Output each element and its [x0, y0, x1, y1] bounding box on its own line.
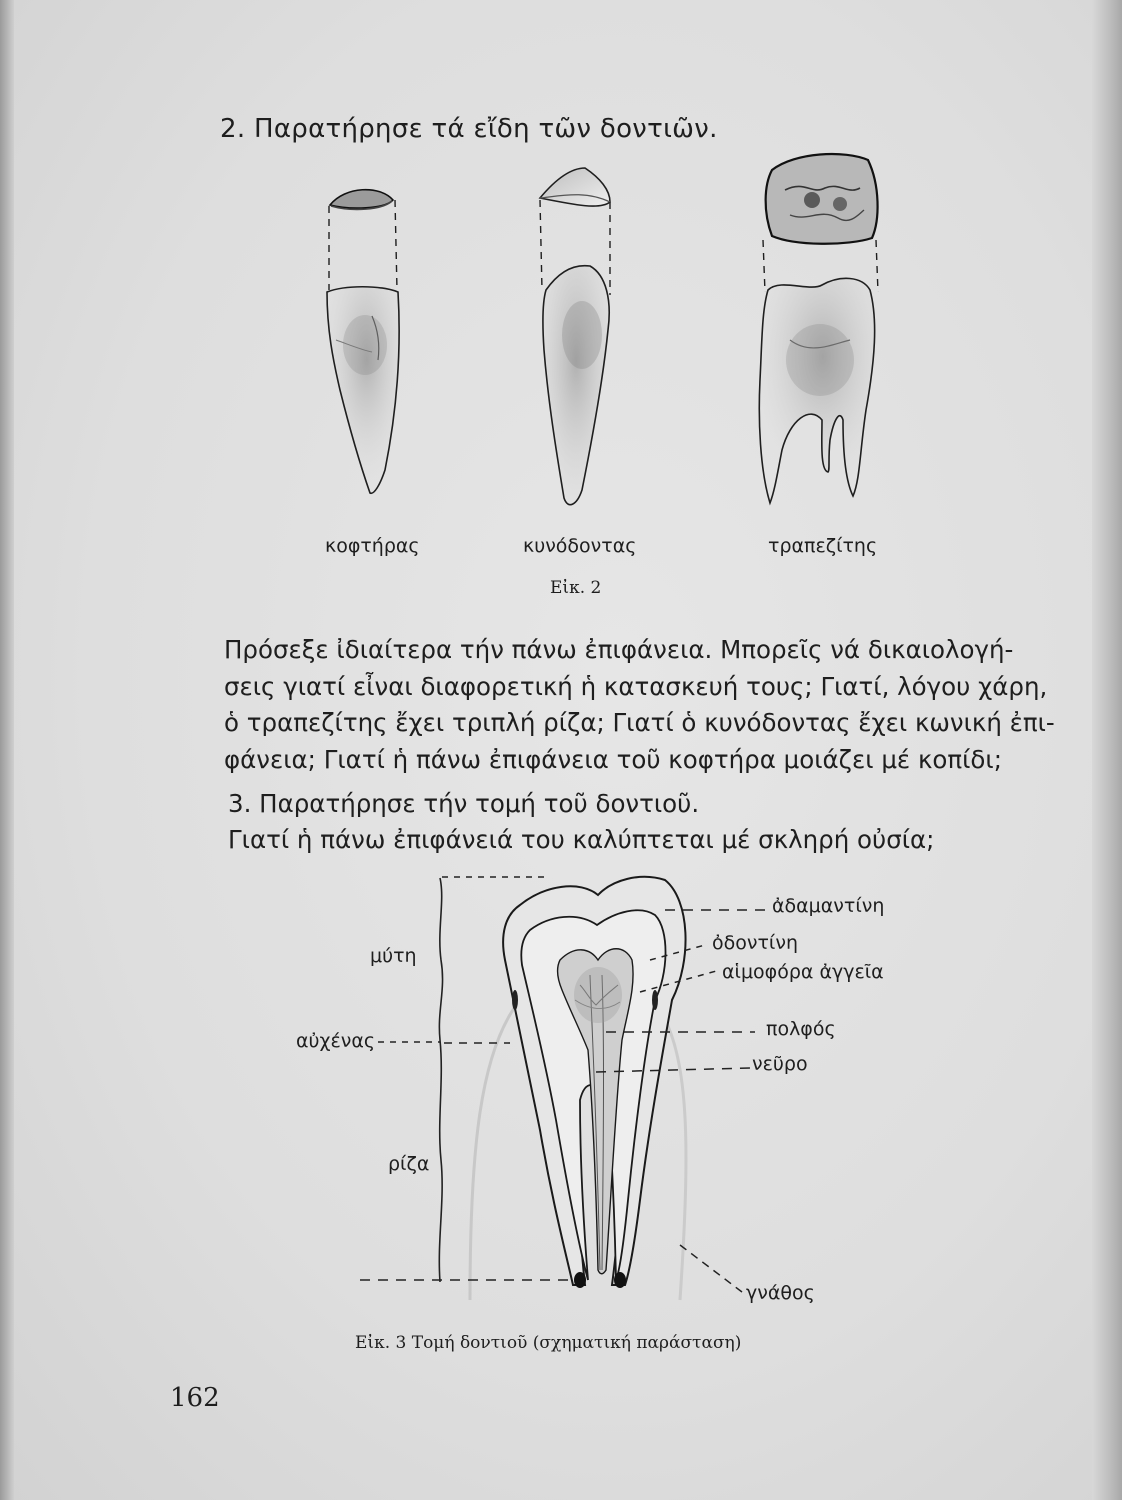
paragraph-line: φάνεια; Γιατί ἡ πάνω ἐπιφάνεια τοῦ κοφτήρα μοιάζει μέ κοπίδι;	[224, 744, 1002, 774]
tooth-outline	[503, 877, 685, 1288]
label-canine: κυνόδοντας	[523, 535, 637, 557]
label-crown: μύτη	[370, 945, 417, 967]
section-3-heading: 3. Παρατήρησε τήν τομή τοῦ δοντιοῦ.	[228, 789, 700, 818]
figure-2-caption: Εἰκ. 2	[550, 578, 602, 598]
section-3-question: Γιατί ἡ πάνω ἐπιφάνειά του καλύπτεται μέ σκληρή οὐσία;	[228, 825, 935, 854]
label-molar: τραπεζίτης	[768, 535, 878, 557]
label-pulp: πολφός	[766, 1018, 836, 1040]
label-dentin: ὀδοντίνη	[712, 932, 799, 954]
label-incisor: κοφτήρας	[325, 535, 420, 557]
paragraph-line: σεις γιατί εἶναι διαφορετική ἡ κατασκευή τους; Γιατί, λόγου χάρη,	[224, 671, 1048, 701]
label-blood-vessels: αἱμοφόρα ἀγγεῖα	[722, 961, 884, 983]
label-jaw: γνάθος	[746, 1282, 815, 1304]
label-neck: αὐχένας	[296, 1030, 376, 1052]
figure-3-caption: Εἰκ. 3 Τομή δοντιοῦ (σχηματική παράσταση)	[355, 1333, 742, 1353]
label-enamel: ἀδαμαντίνη	[772, 895, 885, 917]
page-number: 162	[170, 1383, 220, 1413]
paragraph-line: Πρόσεξε ἰδιαίτερα τήν πάνω ἐπιφάνεια. Μπορεῖς νά δικαιολογή-	[224, 635, 1014, 664]
label-nerve: νεῦρο	[752, 1053, 808, 1075]
label-root: ρίζα	[388, 1153, 430, 1175]
section-2-heading: 2. Παρατήρησε τά εἴδη τῶν δοντιῶν.	[220, 114, 718, 144]
paragraph-line: ὁ τραπεζίτης ἔχει τριπλή ρίζα; Γιατί ὁ κυνόδοντας ἔχει κωνική ἐπι-	[224, 708, 1055, 737]
